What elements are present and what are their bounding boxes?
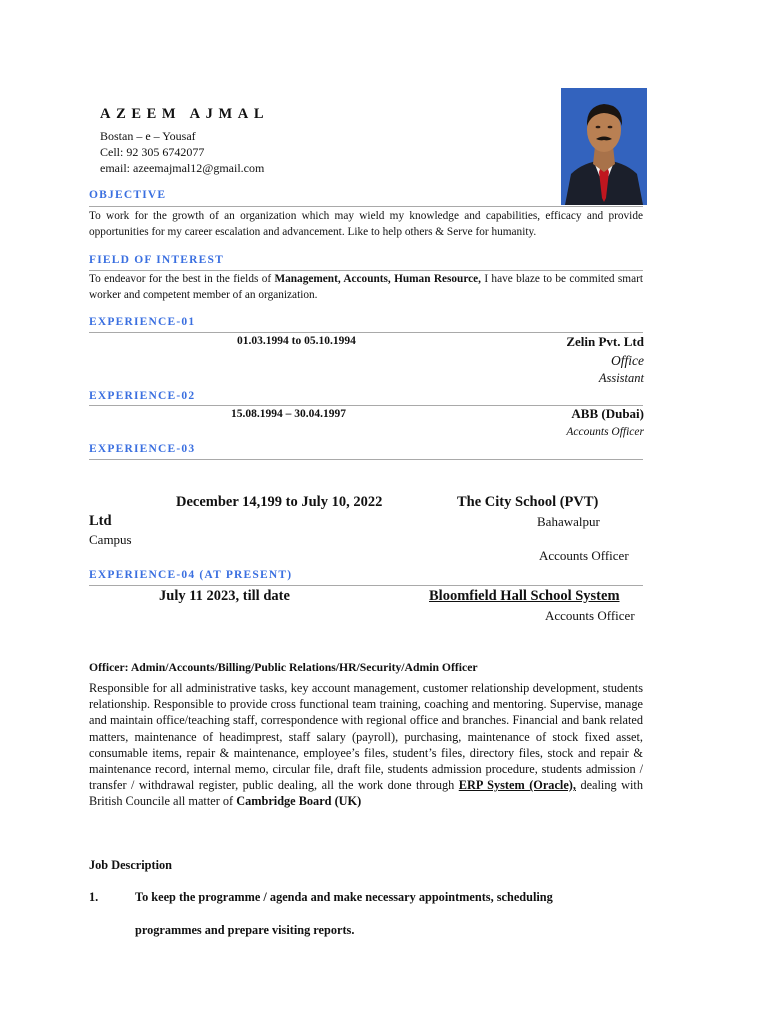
interest-fields: Management, Accounts, Human Resource, <box>274 273 481 285</box>
interest-text-start: To endeavor for the best in the fields of <box>89 273 275 285</box>
experience-03-dates: December 14,199 to July 10, 2022 <box>176 494 383 510</box>
email-address: email: azeemajmal12@gmail.com <box>100 161 265 175</box>
candidate-name: AZEEM AJMAL <box>100 106 270 122</box>
experience-03-company: The City School (PVT) <box>457 494 599 510</box>
objective-text: To work for the growth of an organization which may wield my knowledge and capabilities, efficacy and provide opportunities for my career escalation and advancement. Like to help others & Serve for humanity. <box>89 210 643 238</box>
objective-divider <box>89 206 643 207</box>
field-of-interest-divider <box>89 270 643 271</box>
experience-01-company: Zelin Pvt. Ltd <box>566 334 644 349</box>
experience-02-company: ABB (Dubai) <box>571 406 644 421</box>
experience-03-divider <box>89 459 643 460</box>
cambridge-board: Cambridge Board (UK) <box>236 794 362 809</box>
field-of-interest-text <box>89 272 643 303</box>
experience-01-dates: 01.03.1994 to 05.10.1994 <box>237 335 356 347</box>
experience-04-heading: EXPERIENCE-04 (AT PRESENT) <box>89 569 293 581</box>
experience-01-role-line2: Assistant <box>598 371 644 385</box>
experience-03-heading: EXPERIENCE-03 <box>89 443 196 455</box>
cell-number: Cell: 92 305 6742077 <box>100 145 205 159</box>
experience-02-role: Accounts Officer <box>566 426 644 438</box>
officer-title: Officer: Admin/Accounts/Billing/Public Relations/HR/Security/Admin Officer <box>89 661 478 674</box>
experience-02-dates: 15.08.1994 – 30.04.1997 <box>231 408 346 420</box>
experience-02-divider <box>89 405 643 406</box>
experience-04-role: Accounts Officer <box>545 608 635 623</box>
interest-text-end: I have blaze to be commited smart worker and competent member of an organization. <box>89 273 643 301</box>
profile-photo <box>561 88 647 205</box>
job-item-1-line2: programmes and prepare visiting reports. <box>135 923 355 937</box>
address: Bostan – e – Yousaf <box>100 129 196 143</box>
erp-system: ERP System (Oracle), <box>458 778 576 793</box>
experience-02-heading: EXPERIENCE-02 <box>89 390 196 402</box>
job-item-1-line1: To keep the programme / agenda and make necessary appointments, scheduling <box>135 890 553 904</box>
experience-04-divider <box>89 585 643 586</box>
field-of-interest-heading: FIELD OF INTEREST <box>89 254 225 266</box>
experience-03-role: Accounts Officer <box>539 548 629 563</box>
experience-03-location: Bahawalpur <box>537 514 600 529</box>
experience-01-role-line1: Office <box>611 353 644 368</box>
job-item-1-number: 1. <box>89 890 99 904</box>
job-description-heading: Job Description <box>89 858 173 872</box>
responsibilities-text-cont: dealing with British Councile all matter of <box>89 778 643 809</box>
experience-01-heading: EXPERIENCE-01 <box>89 316 196 328</box>
objective-heading: OBJECTIVE <box>89 189 167 201</box>
experience-04-dates: July 11 2023, till date <box>159 588 290 604</box>
responsibilities-text-main: Responsible for all administrative tasks, key account management, customer relationship development, students relationship. Responsible to provide cross functional team training, coaching and mentoring. Supervise, manage and maintain office/teaching staff, correspondence with regional office and branches. Financial and bank related matters, maintenance of headimprest, staff salary (payroll), purchasing, maintenance of stock fixed asset, consumable items, repair & maintenance, employee’s files, student’s files, directory files, stock and repair & maintenance record, internal memo, circular file, draft file, students admission procedure, students admission / transfer / withdrawal register, public dealing, all the work done through <box>89 681 643 793</box>
responsibilities-text <box>89 680 643 810</box>
experience-03-campus: Campus <box>89 532 132 547</box>
experience-04-company: Bloomfield Hall School System <box>429 588 620 604</box>
experience-01-divider <box>89 332 643 333</box>
experience-03-company-cont: Ltd <box>89 513 112 529</box>
